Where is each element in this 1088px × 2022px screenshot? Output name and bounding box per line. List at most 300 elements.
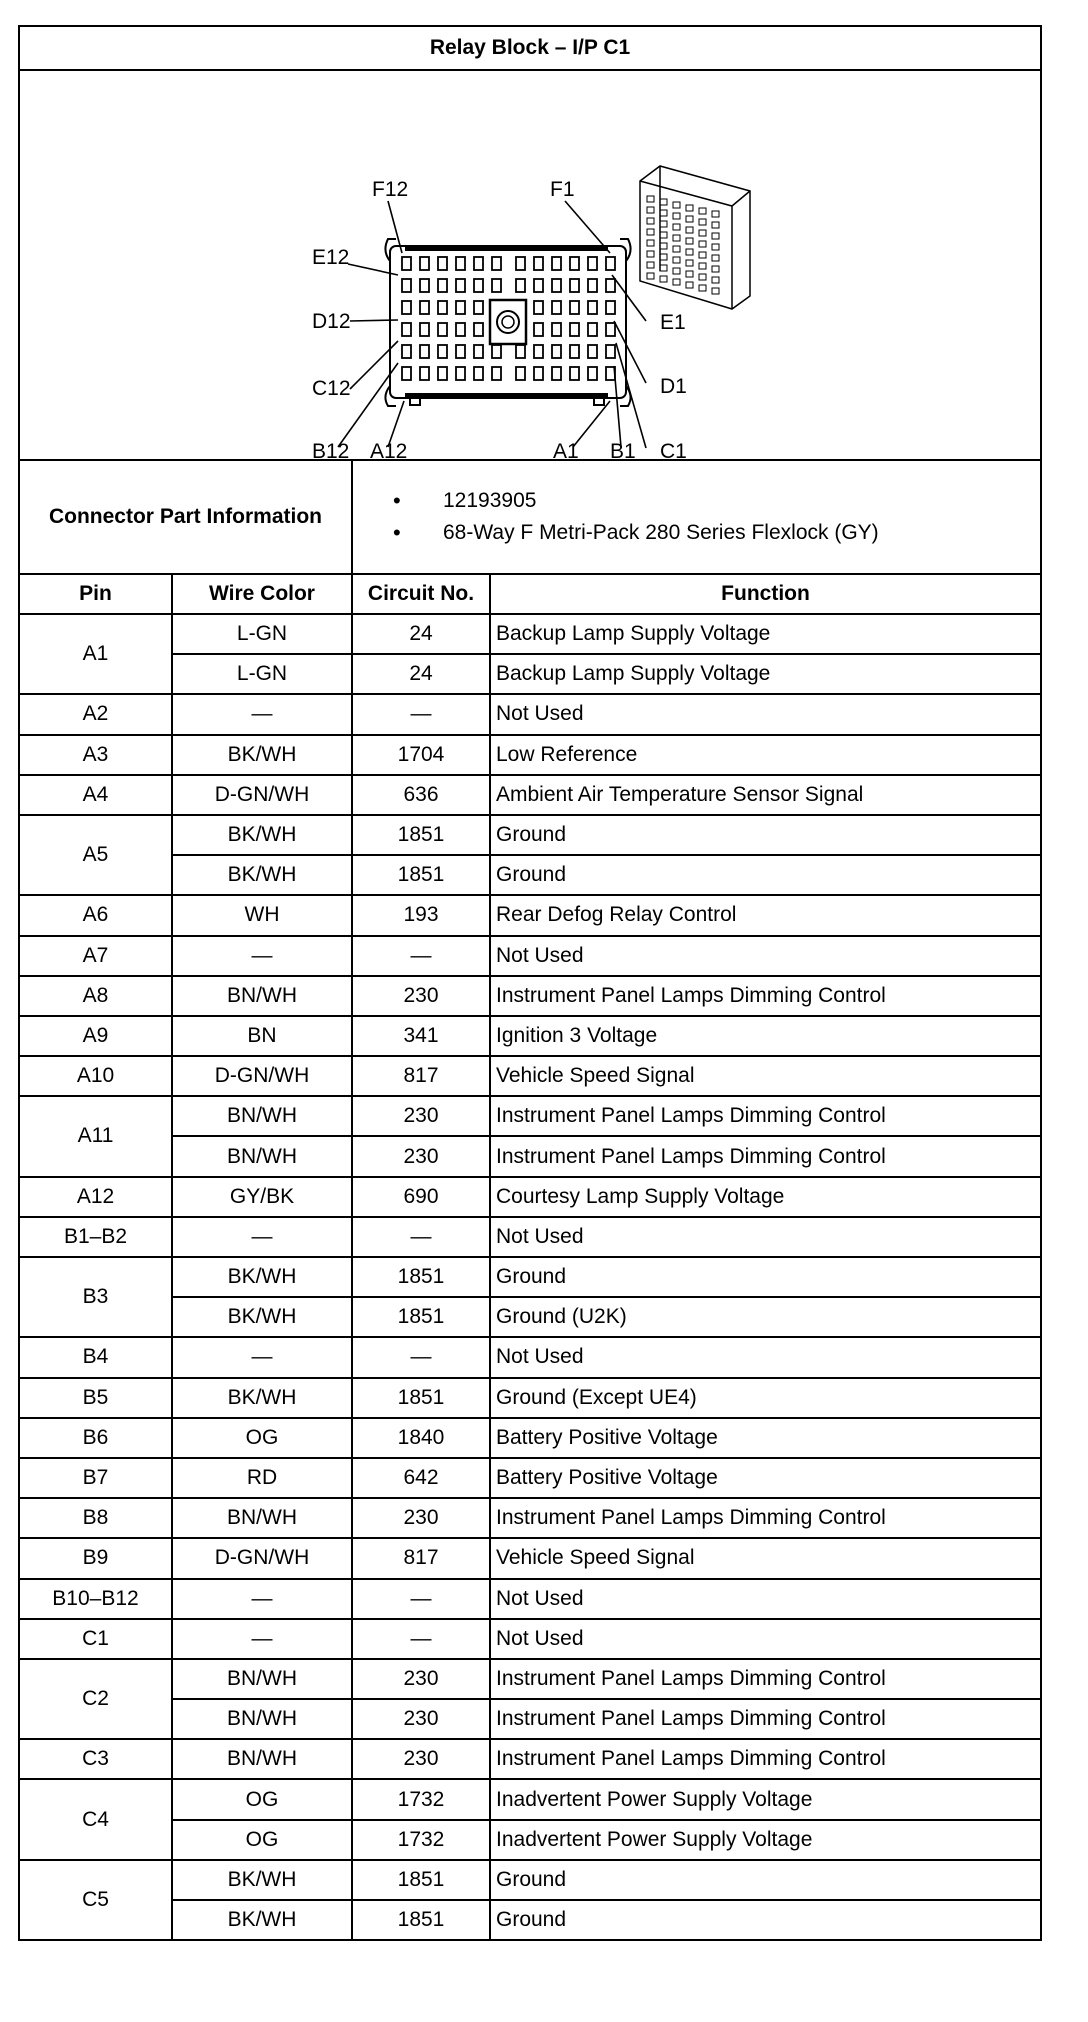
connector-iso-view [640,166,750,309]
table-title: Relay Block – I/P C1 [19,26,1041,70]
function-cell: Instrument Panel Lamps Dimming Control [490,976,1041,1016]
header-circuit: Circuit No. [352,574,490,614]
circuit-cell: 230 [352,1096,490,1136]
circuit-cell: 1704 [352,735,490,775]
pin-cavity [588,279,597,292]
circuit-cell: 1732 [352,1820,490,1860]
pin-cavity [474,279,483,292]
function-cell: Instrument Panel Lamps Dimming Control [490,1659,1041,1699]
table-row [19,1337,1041,1377]
pin-cavity [456,345,465,358]
pin-cavity [438,345,447,358]
iso-cavity [686,249,693,255]
pin-cavity [516,279,525,292]
label-b1: B1 [610,440,636,459]
function-cell: Battery Positive Voltage [490,1418,1041,1458]
circuit-cell: 193 [352,895,490,935]
leader-lines [338,201,646,448]
wire-color-cell: L-GN [172,654,352,694]
pin-cavity [588,345,597,358]
pin-cell: A6 [19,895,172,935]
pin-cavity [516,345,525,358]
center-lock [490,300,526,344]
function-cell: Not Used [490,1337,1041,1377]
pin-cavity [534,367,543,380]
pin-cavity [420,279,429,292]
table-row [19,1217,1041,1257]
iso-cavity [686,227,693,233]
iso-cavity [647,207,654,213]
table-row [19,895,1041,935]
function-cell: Inadvertent Power Supply Voltage [490,1779,1041,1819]
pin-cavity [456,323,465,336]
function-cell: Ignition 3 Voltage [490,1016,1041,1056]
circuit-cell: — [352,936,490,976]
wire-color-cell: — [172,1579,352,1619]
iso-cavity [673,257,680,263]
function-cell: Instrument Panel Lamps Dimming Control [490,1136,1041,1176]
iso-cavity [647,240,654,246]
pin-cavity [588,323,597,336]
function-cell: Instrument Panel Lamps Dimming Control [490,1699,1041,1739]
pin-cavity [552,323,561,336]
function-cell: Ground (Except UE4) [490,1378,1041,1418]
function-cell: Courtesy Lamp Supply Voltage [490,1177,1041,1217]
pin-cavity [588,301,597,314]
table-row [19,654,1041,694]
pin-cavity [606,257,615,270]
connector-housing [390,246,626,398]
pin-cavity [534,257,543,270]
circuit-cell: 1851 [352,815,490,855]
pin-cavity [570,367,579,380]
iso-cavity [712,222,719,228]
pin-cavity [456,301,465,314]
circuit-cell: — [352,694,490,734]
iso-cavity [686,282,693,288]
pin-cell: C5 [19,1860,172,1940]
function-cell: Ground [490,1860,1041,1900]
table-row [19,1257,1041,1297]
header-wire-color: Wire Color [172,574,352,614]
iso-cavity [660,221,667,227]
pin-cavity [438,257,447,270]
table-row [19,1016,1041,1056]
wire-color-cell: WH [172,895,352,935]
wire-color-cell: D-GN/WH [172,1538,352,1578]
pin-cavity [516,257,525,270]
label-f1: F1 [550,178,575,201]
table-row [19,1820,1041,1860]
circuit-cell: 24 [352,654,490,694]
wire-color-cell: BK/WH [172,1297,352,1337]
pin-cavity [534,279,543,292]
pin-cavity [420,301,429,314]
label-f12: F12 [372,178,409,201]
circuit-cell: 817 [352,1056,490,1096]
pin-cavity [420,367,429,380]
pin-cavity [474,301,483,314]
table-row [19,1579,1041,1619]
table-row [19,1136,1041,1176]
circuit-cell: — [352,1337,490,1377]
function-cell: Low Reference [490,735,1041,775]
wire-color-cell: BK/WH [172,1900,352,1940]
pin-cavity [606,345,615,358]
pin-cavity [402,367,411,380]
leader-line [350,320,398,321]
iso-cavity [647,229,654,235]
table-row [19,1860,1041,1900]
function-cell: Vehicle Speed Signal [490,1056,1041,1096]
pin-cavity [588,367,597,380]
pin-cavity [420,323,429,336]
circuit-cell: 1732 [352,1779,490,1819]
pin-cavity [474,323,483,336]
iso-cavity [686,205,693,211]
iso-cavity [712,288,719,294]
function-cell: Instrument Panel Lamps Dimming Control [490,1498,1041,1538]
function-cell: Not Used [490,1619,1041,1659]
table-row [19,815,1041,855]
iso-cavity [699,230,706,236]
wire-color-cell: D-GN/WH [172,775,352,815]
iso-cavity [686,271,693,277]
connector-part-number: • 12193905 [393,485,1040,517]
connector-info-label: Connector Part Information [19,460,352,574]
circuit-cell: 230 [352,1498,490,1538]
table-row [19,1538,1041,1578]
pin-cavity [456,279,465,292]
function-cell: Backup Lamp Supply Voltage [490,654,1041,694]
pin-cell: B9 [19,1538,172,1578]
pin-cavity [534,301,543,314]
iso-cavity [686,260,693,266]
iso-cavity [699,252,706,258]
iso-cavity [647,218,654,224]
pin-cavity [402,323,411,336]
wire-color-cell: BN/WH [172,1498,352,1538]
label-e12: E12 [312,246,350,269]
pin-cell: A9 [19,1016,172,1056]
pin-cavity [570,323,579,336]
pin-cell: C1 [19,1619,172,1659]
pin-cavity [402,301,411,314]
wire-color-cell: BK/WH [172,735,352,775]
pin-cell: A12 [19,1177,172,1217]
circuit-cell: 817 [352,1538,490,1578]
iso-outline [640,166,750,309]
iso-cavity [647,196,654,202]
pin-cell: A1 [19,614,172,694]
circuit-cell: 341 [352,1016,490,1056]
function-cell: Ground [490,855,1041,895]
pin-cavity [588,257,597,270]
pin-cavity [456,367,465,380]
table-row [19,1378,1041,1418]
circuit-cell: — [352,1579,490,1619]
pin-cavity [474,257,483,270]
wire-color-cell: — [172,694,352,734]
circuit-cell: — [352,1217,490,1257]
center-lock-ring [497,311,519,333]
pin-labels [312,178,687,459]
table-row [19,936,1041,976]
iso-cavity [699,208,706,214]
function-cell: Not Used [490,1579,1041,1619]
circuit-cell: 230 [352,1136,490,1176]
pin-cell: B6 [19,1418,172,1458]
pin-cell: A2 [19,694,172,734]
pin-cell: B8 [19,1498,172,1538]
iso-edges [640,166,750,309]
iso-cavity [699,285,706,291]
iso-cavity [699,274,706,280]
pin-cavity [552,345,561,358]
pin-cavity [570,257,579,270]
wire-color-cell: BN/WH [172,1136,352,1176]
wire-color-cell: — [172,1217,352,1257]
pin-cavity [534,323,543,336]
pin-cavity [456,257,465,270]
wire-color-cell: RD [172,1458,352,1498]
pin-cell: B4 [19,1337,172,1377]
function-cell: Ground [490,1257,1041,1297]
iso-cavity [699,263,706,269]
table-row [19,694,1041,734]
pin-cell: C4 [19,1779,172,1859]
circuit-cell: 636 [352,775,490,815]
pin-cavity [516,367,525,380]
pin-cell: B10–B12 [19,1579,172,1619]
iso-cavity [686,216,693,222]
pin-cavity [438,323,447,336]
pin-cavity [534,345,543,358]
iso-cavity [712,266,719,272]
label-c1: C1 [660,440,687,459]
wire-color-cell: OG [172,1820,352,1860]
iso-cavity [673,279,680,285]
iso-cavity [712,233,719,239]
wire-color-cell: BK/WH [172,1257,352,1297]
circuit-cell: 230 [352,1739,490,1779]
label-d1: D1 [660,375,687,398]
wire-color-cell: BN/WH [172,976,352,1016]
pin-cell: C3 [19,1739,172,1779]
iso-cavity [673,213,680,219]
iso-cavity [647,251,654,257]
circuit-cell: 1851 [352,1900,490,1940]
pin-cell: B7 [19,1458,172,1498]
wire-color-cell: BK/WH [172,815,352,855]
connector-info-list [352,460,1041,574]
table-row [19,1739,1041,1779]
table-row [19,735,1041,775]
circuit-cell: 1851 [352,855,490,895]
pin-cavity [438,301,447,314]
wire-color-cell: BK/WH [172,1378,352,1418]
pin-cavity [402,257,411,270]
wire-color-cell: BN/WH [172,1739,352,1779]
function-cell: Inadvertent Power Supply Voltage [490,1820,1041,1860]
circuit-cell: 1851 [352,1257,490,1297]
function-cell: Battery Positive Voltage [490,1458,1041,1498]
leader-line [573,401,610,447]
table-row [19,1699,1041,1739]
iso-cavity [699,241,706,247]
wire-color-cell: — [172,1337,352,1377]
function-cell: Not Used [490,1217,1041,1257]
iso-cavity [712,211,719,217]
circuit-cell: 1840 [352,1418,490,1458]
pin-cavity [492,345,501,358]
iso-cavity [660,232,667,238]
wire-color-cell: D-GN/WH [172,1056,352,1096]
table-row [19,1458,1041,1498]
wire-color-cell: BN/WH [172,1699,352,1739]
function-cell: Ambient Air Temperature Sensor Signal [490,775,1041,815]
pin-cell: A5 [19,815,172,895]
iso-cavity [673,224,680,230]
table-row [19,1779,1041,1819]
iso-cavity [686,238,693,244]
pin-cell: C2 [19,1659,172,1739]
pinout-table [18,25,1042,1941]
function-cell: Ground (U2K) [490,1297,1041,1337]
pin-cavity [402,345,411,358]
label-b12: B12 [312,440,350,459]
pin-cell: B3 [19,1257,172,1337]
pin-cavity [570,279,579,292]
pin-cell: B5 [19,1378,172,1418]
pinout-sheet [18,25,1040,1941]
pin-cell: A10 [19,1056,172,1096]
circuit-cell: 642 [352,1458,490,1498]
connector-face [385,239,630,406]
iso-cavity [660,265,667,271]
wire-color-cell: GY/BK [172,1177,352,1217]
wire-color-cell: OG [172,1779,352,1819]
pin-cavity [474,367,483,380]
pin-cavity [492,367,501,380]
connector-description: • 68-Way F Metri-Pack 280 Series Flexlock (GY) [393,517,1040,549]
pin-cavity [552,301,561,314]
wire-color-cell: BK/WH [172,855,352,895]
table-row [19,1659,1041,1699]
wire-color-cell: L-GN [172,614,352,654]
iso-cavity [712,255,719,261]
function-cell: Backup Lamp Supply Voltage [490,614,1041,654]
circuit-cell: 230 [352,1659,490,1699]
iso-cavity [660,276,667,282]
connector-diagram [19,70,1041,460]
label-e1: E1 [660,311,686,334]
pin-cavity [570,345,579,358]
circuit-cell: 1851 [352,1297,490,1337]
iso-cavity [660,254,667,260]
iso-cavity [660,243,667,249]
iso-cavity [660,199,667,205]
circuit-cell: 230 [352,976,490,1016]
table-row [19,976,1041,1016]
pin-cavity [420,345,429,358]
pin-cavity [552,279,561,292]
iso-cavity [647,273,654,279]
wire-color-cell: BN [172,1016,352,1056]
pin-cell: B1–B2 [19,1217,172,1257]
table-row [19,1619,1041,1659]
label-d12: D12 [312,310,351,333]
iso-cavity [673,268,680,274]
function-cell: Not Used [490,694,1041,734]
function-cell: Instrument Panel Lamps Dimming Control [490,1739,1041,1779]
wire-color-cell: BN/WH [172,1096,352,1136]
function-cell: Rear Defog Relay Control [490,895,1041,935]
pin-cavity [606,301,615,314]
header-row [19,574,1041,614]
table-row [19,1096,1041,1136]
function-cell: Instrument Panel Lamps Dimming Control [490,1096,1041,1136]
table-row [19,775,1041,815]
wire-color-cell: BK/WH [172,1860,352,1900]
circuit-cell: 230 [352,1699,490,1739]
pin-cell: A11 [19,1096,172,1176]
pin-cavity [606,279,615,292]
circuit-cell: 1851 [352,1860,490,1900]
function-cell: Ground [490,815,1041,855]
pin-cavity [438,279,447,292]
table-row [19,1418,1041,1458]
pin-cavity [570,301,579,314]
iso-cavity [712,277,719,283]
circuit-cell: 24 [352,614,490,654]
label-c12: C12 [312,377,351,400]
wire-color-cell: OG [172,1418,352,1458]
function-cell: Not Used [490,936,1041,976]
circuit-cell: 690 [352,1177,490,1217]
label-a12: A12 [370,440,408,459]
table-row [19,1498,1041,1538]
pin-cell: A7 [19,936,172,976]
circuit-cell: — [352,1619,490,1659]
center-lock-hole [502,316,514,328]
iso-cavity [673,235,680,241]
circuit-cell: 1851 [352,1378,490,1418]
table-row [19,855,1041,895]
pin-cavity [552,257,561,270]
pin-cavity [438,367,447,380]
iso-cavity [660,210,667,216]
wire-color-cell: — [172,936,352,976]
pin-cell: A8 [19,976,172,1016]
iso-cavity [699,219,706,225]
pin-cavity [474,345,483,358]
header-pin: Pin [19,574,172,614]
pin-cell: A4 [19,775,172,815]
table-row [19,1900,1041,1940]
pin-cavity [606,323,615,336]
label-a1: A1 [553,440,579,459]
table-row [19,1177,1041,1217]
pin-cavity [552,367,561,380]
iso-cavity [673,202,680,208]
wire-color-cell: BN/WH [172,1659,352,1699]
iso-cavity [673,246,680,252]
iso-cavity [712,244,719,250]
wire-color-cell: — [172,1619,352,1659]
table-row [19,614,1041,654]
pin-cell: A3 [19,735,172,775]
